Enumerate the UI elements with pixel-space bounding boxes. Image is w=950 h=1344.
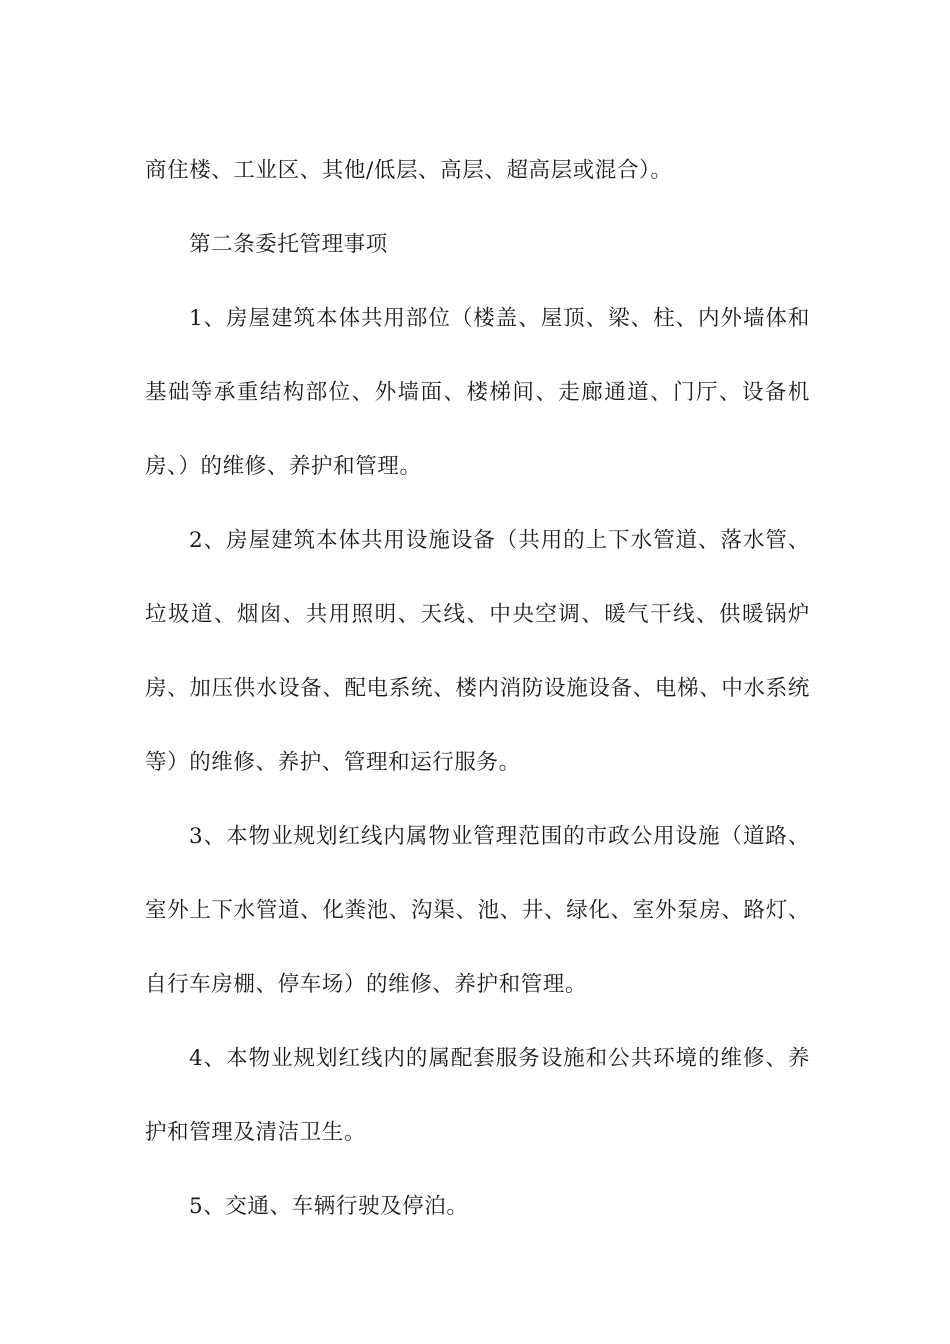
clause-5: 5、交通、车辆行驶及停泊。: [189, 1194, 469, 1219]
paragraph-continuation: 商住楼、工业区、其他/低层、高层、超高层或混合）。: [145, 158, 673, 183]
section-heading: 第二条委托管理事项: [189, 232, 388, 257]
clause-1: 1、房屋建筑本体共用部位（楼盖、屋顶、梁、柱、内外墙体和基础等承重结构部位、外墙面、楼梯间、走廊通道、门厅、设备机房、）的维修、养护和管理。: [145, 306, 810, 479]
clause-3: 3、本物业规划红线内属物业管理范围的市政公用设施（道路、室外上下水管道、化粪池、沟渠、池、井、绿化、室外泵房、路灯、自行车房棚、停车场）的维修、养护和管理。: [145, 824, 810, 997]
clause-4: 4、本物业规划红线内的属配套服务设施和公共环境的维修、养护和管理及清洁卫生。: [145, 1046, 810, 1145]
document-body: [145, 134, 810, 1244]
clause-2: 2、房屋建筑本体共用设施设备（共用的上下水管道、落水管、垃圾道、烟囱、共用照明、天线、中央空调、暖气干线、供暖锅炉房、加压供水设备、配电系统、楼内消防设施设备、电梯、中水系统等）的维修、养护、管理和运行服务。: [145, 528, 810, 775]
